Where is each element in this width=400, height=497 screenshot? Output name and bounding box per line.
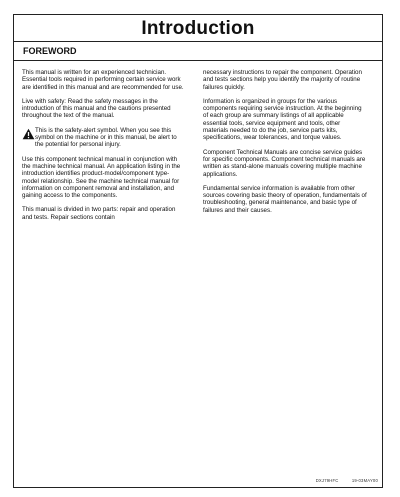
footer-code-left: DXJ79HFC [315, 478, 339, 483]
right-column [203, 69, 367, 221]
section-heading: FOREWORD [13, 41, 383, 61]
safety-alert-note [22, 127, 186, 149]
paragraph: Live with safety: Read the safety messages in the introduction of this manual and the cautions presented throughout the text of the manual. [22, 97, 171, 120]
paragraph: Use this component technical manual in conjunction with the machine technical manual. An application listing in the introduction identifies product-model/component type-model relationship. See the machine technical manual for information on component removal and installation, and gaining access to the components. [22, 155, 181, 200]
title-bar [13, 14, 383, 42]
footer-codes [0, 478, 378, 483]
page-title: Introduction [141, 18, 255, 39]
alert-text: This is the safety-alert symbol. When you see this symbol on the machine or in this manual, be alert to the potential for personal injury. [35, 126, 177, 149]
paragraph: This manual is divided in two parts: repair and operation and tests. Repair sections contain [22, 206, 176, 221]
paragraph: Fundamental service information is available from other sources covering basic theory of operation, fundamentals of troubleshooting, general maintenance, and basic type of failures and their causes. [203, 184, 367, 214]
paragraph: necessary instructions to repair the component. Operation and tests sections help you identify the majority of routine failures quickly. [203, 69, 362, 91]
footer-code-right: 19-03MAY00 [351, 478, 378, 483]
left-column [22, 69, 186, 228]
paragraph: Information is organized in groups for the various components requiring service instruction. At the beginning of each group are summary listings of all applicable essential tools, service equipment and tools, other materials needed to do the job, service parts kits, specifications, wear tolerances, and torque values. [203, 97, 362, 142]
paragraph: This manual is written for an experienced technician. Essential tools required in performing certain service work are identified in this manual and are recommended for use. [22, 69, 184, 91]
paragraph: Component Technical Manuals are concise service guides for specific components. Component technical manuals are written as stand-alone manuals covering multiple machine applications. [203, 148, 366, 178]
safety-alert-triangle-icon [22, 128, 35, 140]
